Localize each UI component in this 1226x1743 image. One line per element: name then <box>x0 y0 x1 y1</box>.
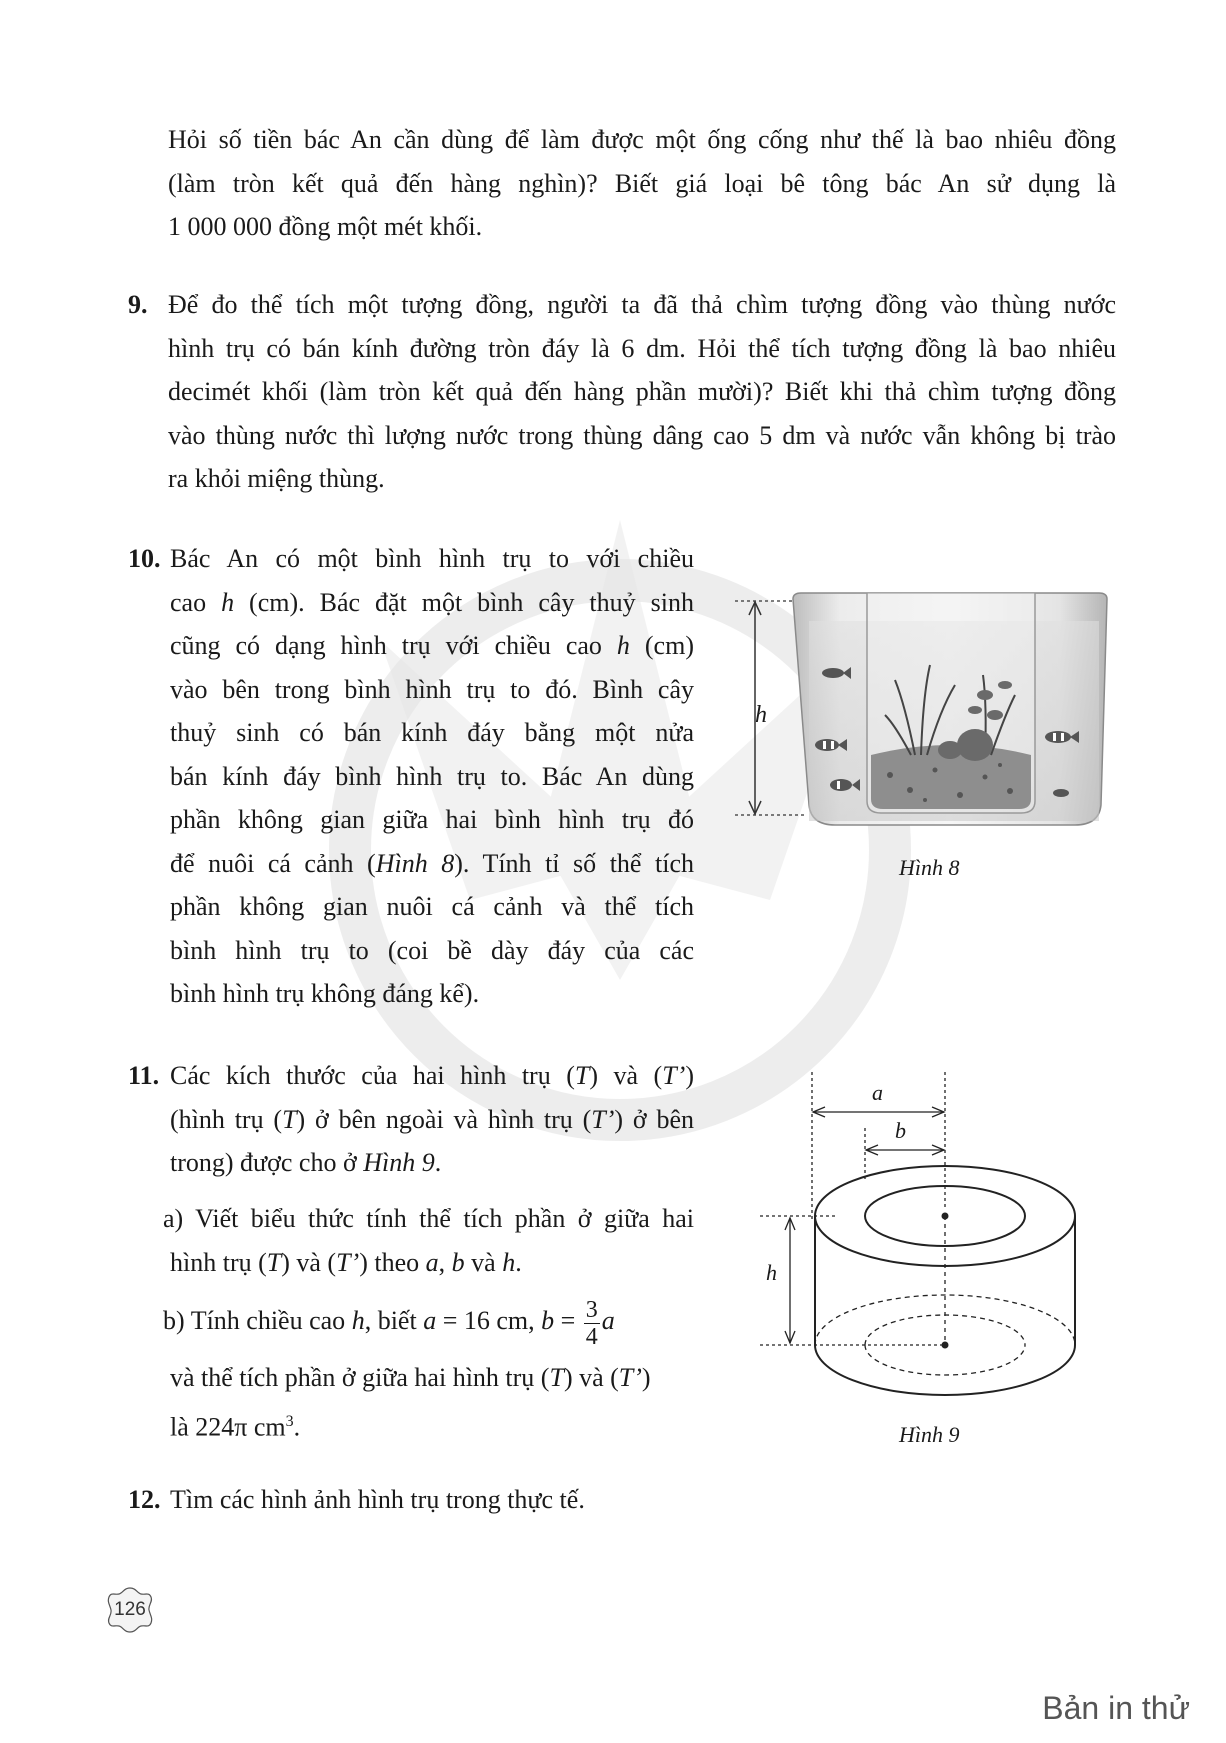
problem-11b-line: và thể tích phần ở giữa hai hình trụ (T) và (T’) <box>170 1363 651 1392</box>
intro-line: 1 000 000 đồng một mét khối. <box>168 212 483 241</box>
problem-11a-line: a) Viết biểu thức tính thể tích phần ở giữa hai <box>163 1204 694 1233</box>
problem-11a-text <box>163 1197 694 1284</box>
problem-10-line: Bác An có một bình hình trụ to với chiều <box>170 544 694 573</box>
problem-10-number: 10. <box>128 544 161 573</box>
problem-10-line: thuỷ sinh có bán kính đáy bằng một nửa <box>170 718 694 747</box>
problem-9-number: 9. <box>128 290 148 319</box>
problem-9-text <box>168 283 1116 501</box>
problem-10-line: cũng có dạng hình trụ với chiều cao h (cm) <box>170 631 694 660</box>
problem-9-line: vào thùng nước thì lượng nước trong thùng dâng cao 5 dm và nước vẫn không bị trào <box>168 420 1116 450</box>
fraction-three-quarters: $\frac{3}{4}$ <box>585 1296 598 1350</box>
draft-label: Bản in thử <box>1042 1690 1190 1726</box>
problem-9-line: hình trụ có bán kính đường tròn đáy là 6 dm. Hỏi thể tích tượng đồng là bao nhiêu <box>168 333 1116 363</box>
problem-11-text <box>170 1054 694 1185</box>
problem-9-line: Để đo thể tích một tượng đồng, người ta đã thả chìm tượng đồng vào thùng nước <box>168 290 1116 319</box>
page-number-badge <box>106 1586 154 1634</box>
problem-9-line: ra khỏi miệng thùng. <box>168 464 385 493</box>
problem-10-line: phần không gian giữa hai bình hình trụ đó <box>170 805 694 834</box>
problem-10-line: để nuôi cá cảnh (Hình 8). Tính tỉ số thể tích <box>170 848 694 878</box>
intro-line: Hỏi số tiền bác An cần dùng để làm được một ống cống như thế là bao nhiêu đồng <box>168 125 1116 154</box>
problem-10-line: bình hình trụ không đáng kể). <box>170 979 480 1008</box>
figure-9-b-label: b <box>895 1118 906 1143</box>
figure-9-a-label: a <box>872 1080 883 1105</box>
problem-11a-line: hình trụ (T) và (T’) theo a, b và h. <box>170 1247 522 1277</box>
problem-11b-line-1: b) Tính chiều cao h, biết a = 16 cm, b = $\frac{3}{4}$ a <box>163 1296 615 1350</box>
figure-8-caption: Hình 8 <box>899 855 960 880</box>
problem-10-text <box>170 537 694 1016</box>
problem-11-line: (hình trụ (T) ở bên ngoài và hình trụ (T’) ở bên <box>170 1104 695 1134</box>
problem-9-line: decimét khối (làm tròn kết quả đến hàng phần mười)? Biết khi thả chìm tượng đồng <box>168 377 1116 406</box>
problem-11-line: trong) được cho ở Hình 9. <box>170 1148 442 1177</box>
figure-8-aquarium <box>725 585 1125 845</box>
problem-11b-text <box>170 1356 700 1449</box>
problem-10-line: bán kính đáy bình hình trụ to. Bác An dùng <box>170 761 694 791</box>
intro-paragraph <box>168 118 1116 249</box>
problem-10-line: bình hình trụ to (coi bề dày đáy của các <box>170 935 694 965</box>
problem-12-number: 12. <box>128 1485 161 1514</box>
problem-12-text: Tìm các hình ảnh hình trụ trong thực tế. <box>170 1485 585 1514</box>
figure-9-h-label: h <box>766 1260 777 1285</box>
page-number: 126 <box>114 1599 146 1620</box>
problem-11b-line: là 224π $cm^3$. <box>170 1412 301 1442</box>
intro-line: (làm tròn kết quả đến hàng nghìn)? Biết giá loại bê tông bác An sử dụng là <box>168 168 1116 198</box>
problem-10-line: vào bên trong bình hình trụ to đó. Bình cây <box>170 674 694 704</box>
figure-9-caption: Hình 9 <box>899 1422 960 1447</box>
problem-11-number: 11. <box>128 1061 160 1090</box>
figure-9-hollow-cylinder <box>755 1070 1115 1430</box>
figure-8-h-label: h <box>755 702 767 728</box>
problem-10-line: phần không gian nuôi cá cảnh và thể tích <box>170 892 694 921</box>
problem-10-line: cao h (cm). Bác đặt một bình cây thuỷ sinh <box>170 587 694 617</box>
problem-11-line: Các kích thước của hai hình trụ (T) và (T’) <box>170 1061 694 1090</box>
